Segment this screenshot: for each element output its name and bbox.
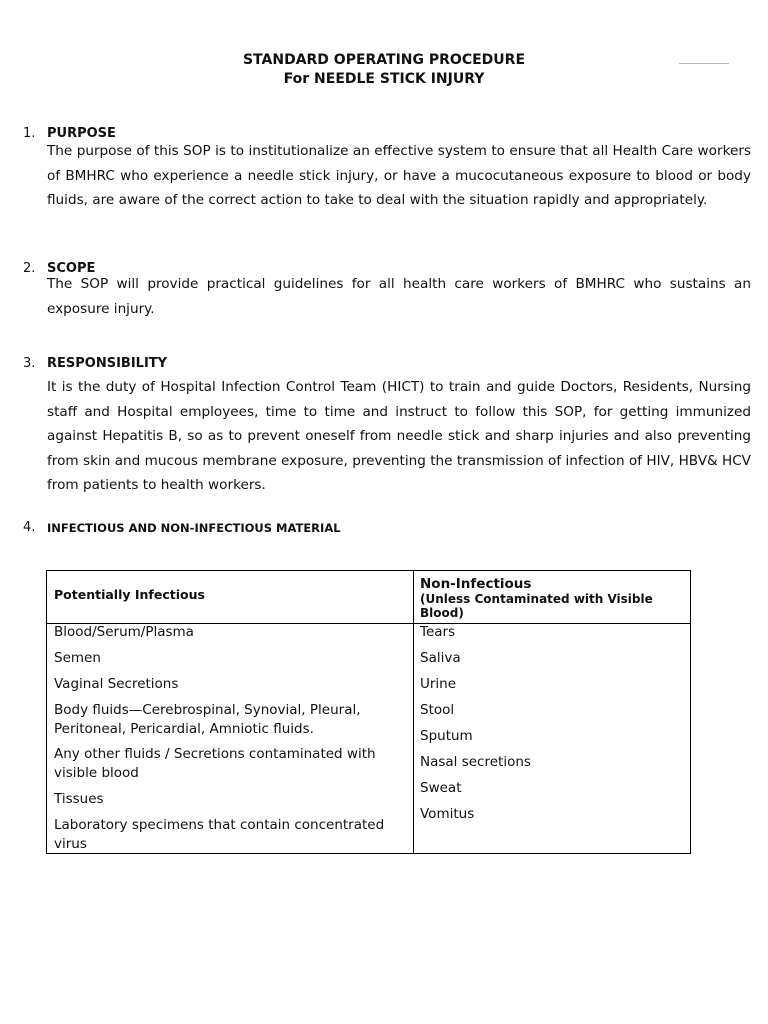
material-table	[46, 570, 691, 854]
non-infectious-item: Urine	[420, 676, 457, 692]
column-header-non-infectious-title: Non-Infectious	[420, 576, 532, 592]
corner-rule	[679, 63, 729, 64]
section-heading-purpose: PURPOSE	[47, 126, 116, 141]
infectious-item: Any other fluids / Secretions contaminated with visible blood	[54, 746, 376, 781]
column-header-non-infectious-note: (Unless Contaminated with Visible Blood)	[420, 592, 653, 620]
section-body-scope: The SOP will provide practical guidelines for all health care workers of BMHRC who sustains an exposure injury.	[47, 276, 751, 317]
document-subtitle: For NEEDLE STICK INJURY	[283, 71, 485, 87]
section-number: 1.	[23, 126, 36, 141]
non-infectious-item: Nasal secretions	[420, 754, 531, 770]
non-infectious-item: Sweat	[420, 780, 462, 796]
section-body-responsibility: It is the duty of Hospital Infection Control Team (HICT) to train and guide Doctors, Residents, Nursing staff and Hospital employees, time to time and instruct to follow this SOP, for getting immunized against Hepatitis B, so as to prevent oneself from needle stick and sharp injuries and also preventing from skin and mucous membrane exposure, preventing the transmission of infection of HIV, HBV& HCV from patients to health workers.	[47, 379, 751, 493]
section-body-purpose: The purpose of this SOP is to institutionalize an effective system to ensure that all Health Care workers of BMHRC who experience a needle stick injury, or have a mucocutaneous exposure to blood or body fluids, are aware of the correct action to take to deal with the situation rapidly and appropriately.	[47, 143, 751, 208]
non-infectious-item: Stool	[420, 702, 455, 718]
section-heading-responsibility: RESPONSIBILITY	[47, 356, 168, 371]
section-number: 3.	[23, 356, 36, 371]
section-heading-material: INFECTIOUS AND NON-INFECTIOUS MATERIAL	[47, 521, 341, 535]
column-divider	[413, 571, 414, 853]
non-infectious-item: Saliva	[420, 650, 461, 666]
column-header-non-infectious	[420, 576, 685, 620]
section-number: 4.	[23, 520, 36, 535]
non-infectious-item: Vomitus	[420, 806, 475, 822]
infectious-item: Tissues	[54, 791, 104, 807]
section-heading-scope: SCOPE	[47, 261, 96, 276]
non-infectious-item: Tears	[420, 624, 456, 640]
section-number: 2.	[23, 261, 36, 276]
column-header-infectious: Potentially Infectious	[54, 587, 205, 602]
document-title: STANDARD OPERATING PROCEDURE	[242, 52, 526, 68]
infectious-item: Laboratory specimens that contain concentrated virus	[54, 817, 385, 852]
infectious-item: Body fluids—Cerebrospinal, Synovial, Pleural, Peritoneal, Pericardial, Amniotic fluids.	[54, 702, 361, 737]
non-infectious-item: Sputum	[420, 728, 473, 744]
infectious-item: Vaginal Secretions	[54, 676, 179, 692]
infectious-item: Semen	[54, 650, 101, 666]
infectious-item: Blood/Serum/Plasma	[54, 624, 194, 640]
